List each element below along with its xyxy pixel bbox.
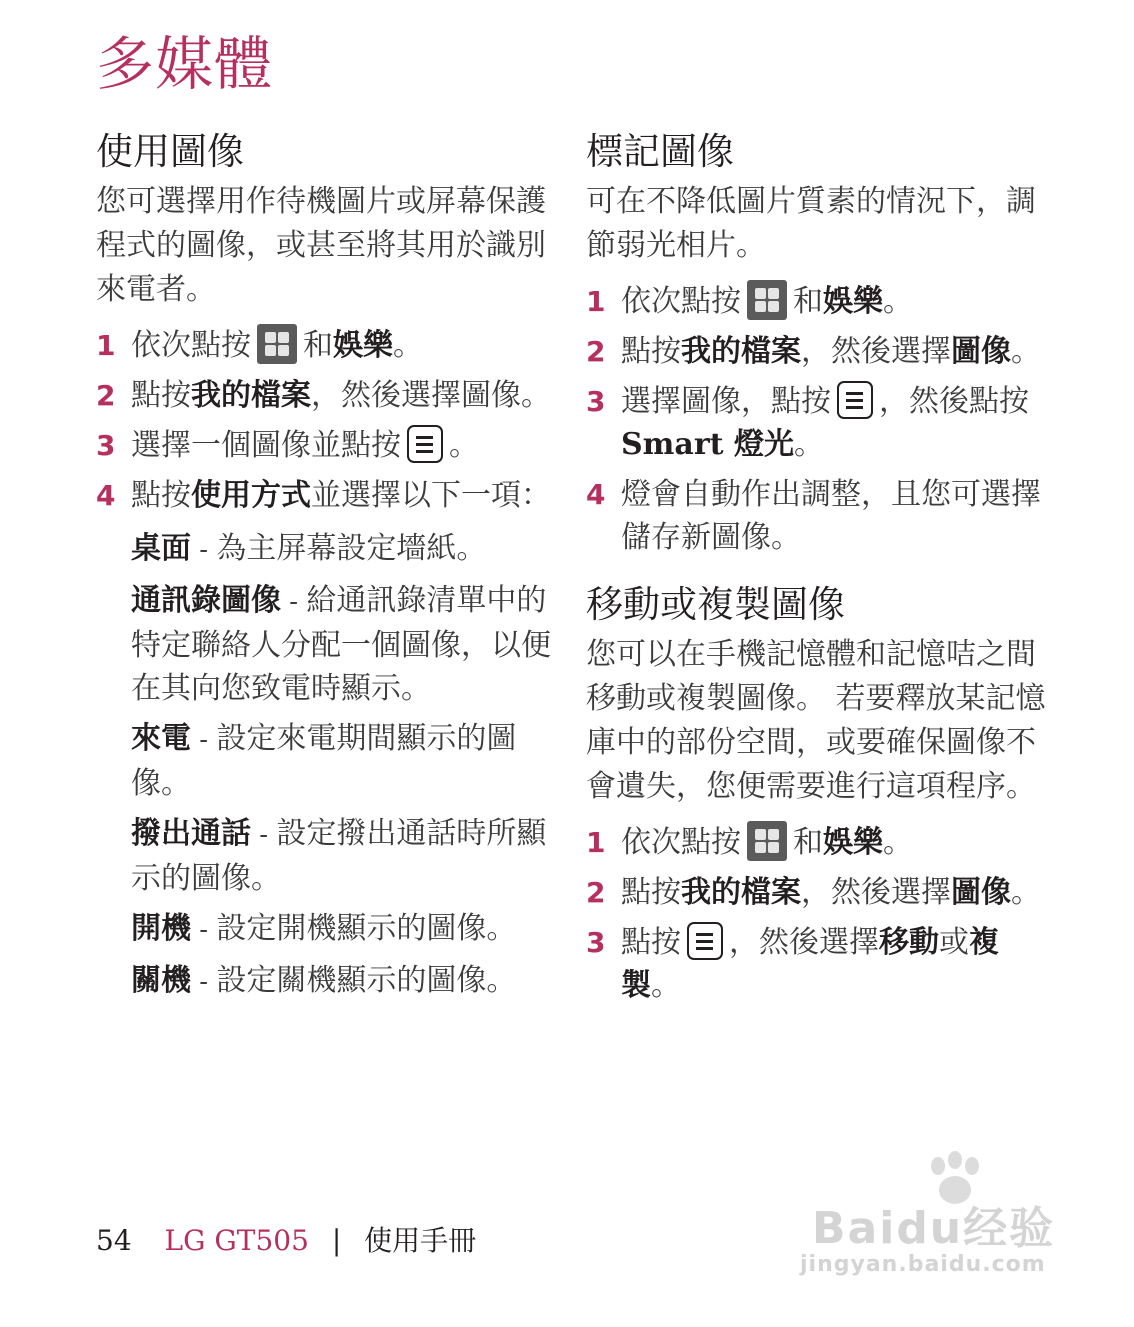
step-number: 4 bbox=[586, 478, 606, 512]
section-intro: 您可選擇用作待機圖片或屏幕保護程式的圖像，或甚至將其用於識別來電者。 bbox=[96, 184, 546, 308]
step-number: 3 bbox=[586, 385, 606, 419]
page-number: 54 bbox=[96, 1224, 132, 1257]
step-3: 3 選擇一個圖像並點按 。 bbox=[96, 424, 556, 467]
step-1: 1 依次點按 和娛樂。 bbox=[96, 324, 556, 367]
model-name: LG GT505 bbox=[164, 1224, 309, 1257]
step-number: 1 bbox=[96, 329, 116, 363]
option-item: 撥出通話 - 設定撥出通話時所顯示的圖像。 bbox=[131, 816, 547, 897]
watermark-brand: Baidu经验 bbox=[812, 1203, 1056, 1254]
footer-divider: | bbox=[331, 1224, 342, 1257]
step-number: 2 bbox=[586, 335, 606, 369]
section-intro: 可在不降低圖片質素的情況下，調節弱光相片。 bbox=[586, 184, 1036, 264]
step-3: 3 點按 ，然後選擇移動或複製。 bbox=[586, 921, 1046, 1007]
page-footer bbox=[96, 1224, 476, 1258]
watermark-url: jingyan.baidu.com bbox=[800, 1252, 1046, 1277]
apps-grid-icon bbox=[747, 821, 787, 861]
option-item: 通訊錄圖像 - 給通訊錄清單中的特定聯絡人分配一個圖像，以便在其向您致電時顯示。 bbox=[131, 583, 551, 707]
option-item: 桌面 - 為主屏幕設定墻紙。 bbox=[131, 531, 487, 567]
menu-icon bbox=[837, 381, 873, 419]
menu-icon bbox=[407, 425, 443, 463]
right-column bbox=[586, 128, 1046, 1014]
step-4: 4 燈會自動作出調整，且您可選擇儲存新圖像。 bbox=[586, 473, 1046, 559]
page-title: 多媒體 bbox=[96, 30, 274, 98]
option-item: 來電 - 設定來電期間顯示的圖像。 bbox=[131, 721, 517, 802]
manual-label: 使用手冊 bbox=[364, 1224, 477, 1257]
section-move-copy-image bbox=[586, 581, 1046, 1007]
step-number: 4 bbox=[96, 479, 116, 513]
step-2: 2 點按我的檔案，然後選擇圖像。 bbox=[96, 374, 556, 417]
step-4: 4 點按使用方式並選擇以下一項： bbox=[96, 474, 556, 517]
step-3: 3 選擇圖像，點按 ，然後點按Smart 燈光。 bbox=[586, 380, 1046, 466]
baidu-watermark bbox=[800, 1150, 1080, 1280]
step-number: 1 bbox=[586, 285, 606, 319]
left-column bbox=[96, 128, 556, 1011]
step-number: 1 bbox=[586, 826, 606, 860]
step-number: 2 bbox=[96, 379, 116, 413]
option-item: 關機 - 設定關機顯示的圖像。 bbox=[131, 963, 517, 999]
apps-grid-icon bbox=[747, 280, 787, 320]
menu-icon bbox=[687, 922, 723, 960]
section-heading: 使用圖像 bbox=[96, 130, 244, 173]
step-2: 2 點按我的檔案，然後選擇圖像。 bbox=[586, 871, 1046, 914]
step-2: 2 點按我的檔案，然後選擇圖像。 bbox=[586, 330, 1046, 373]
section-heading: 移動或複製圖像 bbox=[586, 583, 845, 627]
section-heading: 標記圖像 bbox=[586, 130, 734, 173]
step-number: 3 bbox=[586, 926, 606, 960]
step-1: 1 依次點按 和娛樂。 bbox=[586, 280, 1046, 323]
step-1: 1 依次點按 和娛樂。 bbox=[586, 821, 1046, 864]
section-use-image bbox=[96, 128, 556, 1004]
section-tag-image bbox=[586, 128, 1046, 559]
step-number: 3 bbox=[96, 429, 116, 463]
apps-grid-icon bbox=[257, 324, 297, 364]
step-number: 2 bbox=[586, 876, 606, 910]
option-item: 開機 - 設定開機顯示的圖像。 bbox=[131, 911, 517, 947]
section-intro: 您可以在手機記憶體和記憶咭之間移動或複製圖像。 若要釋放某記憶庫中的部份空間，或要確保圖像不會遺失，您便需要進行這項程序。 bbox=[586, 637, 1046, 805]
